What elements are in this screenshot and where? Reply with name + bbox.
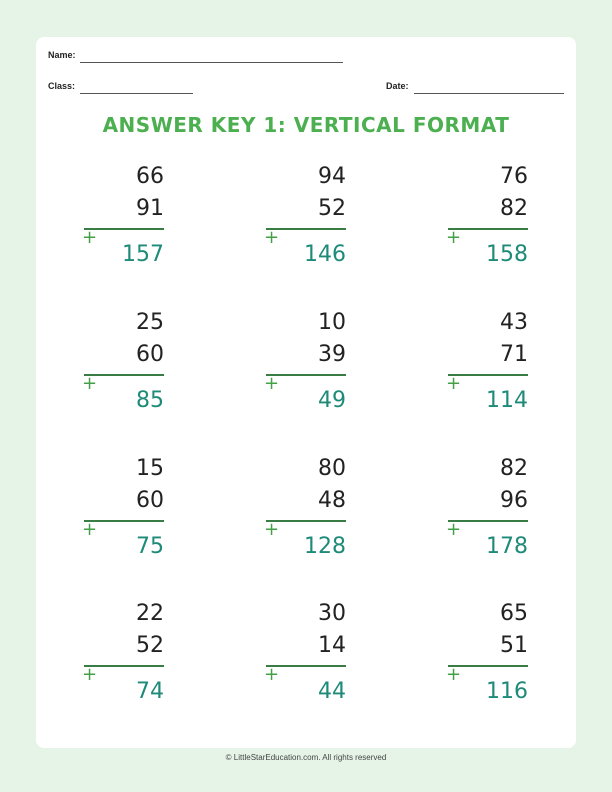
plus-sign: +	[446, 519, 462, 540]
addend-2: 52	[318, 196, 346, 221]
answer: 146	[304, 242, 346, 267]
answer: 158	[486, 242, 528, 267]
problem-card	[74, 601, 164, 721]
worksheet-page	[36, 37, 576, 748]
class-label: Class:	[48, 81, 76, 91]
answer: 44	[318, 679, 346, 704]
addend-2: 52	[136, 633, 164, 658]
problem-card	[438, 164, 528, 284]
addend-2: 96	[500, 488, 528, 513]
copyright-footer: © LittleStarEducation.com. All rights reserved	[225, 753, 387, 762]
answer: 75	[136, 534, 164, 559]
class-line	[80, 93, 193, 94]
plus-sign: +	[82, 664, 98, 685]
date-label: Date:	[386, 81, 409, 91]
page-title: ANSWER KEY 1: VERTICAL FORMAT	[102, 113, 510, 137]
addend-1: 65	[500, 601, 528, 626]
plus-sign: +	[264, 519, 280, 540]
addend-1: 66	[136, 164, 164, 189]
answer: 114	[486, 388, 528, 413]
addend-2: 14	[318, 633, 346, 658]
name-label: Name:	[48, 50, 76, 60]
addend-2: 60	[136, 342, 164, 367]
problem-card	[256, 164, 346, 284]
addend-1: 43	[500, 310, 528, 335]
addend-1: 15	[136, 456, 164, 481]
answer: 178	[486, 534, 528, 559]
answer: 128	[304, 534, 346, 559]
problem-card	[256, 456, 346, 576]
answer: 157	[122, 242, 164, 267]
answer: 85	[136, 388, 164, 413]
addend-1: 82	[500, 456, 528, 481]
addend-2: 91	[136, 196, 164, 221]
addend-1: 10	[318, 310, 346, 335]
plus-sign: +	[446, 664, 462, 685]
addend-2: 82	[500, 196, 528, 221]
problem-card	[438, 601, 528, 721]
addend-2: 71	[500, 342, 528, 367]
problem-card	[256, 601, 346, 721]
problem-card	[74, 164, 164, 284]
addend-1: 80	[318, 456, 346, 481]
plus-sign: +	[82, 373, 98, 394]
name-line	[80, 62, 343, 63]
addend-2: 60	[136, 488, 164, 513]
date-line	[414, 93, 564, 94]
plus-sign: +	[82, 519, 98, 540]
plus-sign: +	[82, 227, 98, 248]
problem-card	[74, 310, 164, 430]
problem-card	[438, 310, 528, 430]
addend-2: 51	[500, 633, 528, 658]
problem-card	[74, 456, 164, 576]
plus-sign: +	[446, 227, 462, 248]
answer: 74	[136, 679, 164, 704]
problem-card	[256, 310, 346, 430]
answer: 49	[318, 388, 346, 413]
plus-sign: +	[264, 373, 280, 394]
addend-1: 22	[136, 601, 164, 626]
addend-1: 94	[318, 164, 346, 189]
addend-1: 76	[500, 164, 528, 189]
plus-sign: +	[264, 227, 280, 248]
problem-card	[438, 456, 528, 576]
addend-1: 25	[136, 310, 164, 335]
plus-sign: +	[264, 664, 280, 685]
addend-2: 48	[318, 488, 346, 513]
answer: 116	[486, 679, 528, 704]
addend-1: 30	[318, 601, 346, 626]
addend-2: 39	[318, 342, 346, 367]
plus-sign: +	[446, 373, 462, 394]
